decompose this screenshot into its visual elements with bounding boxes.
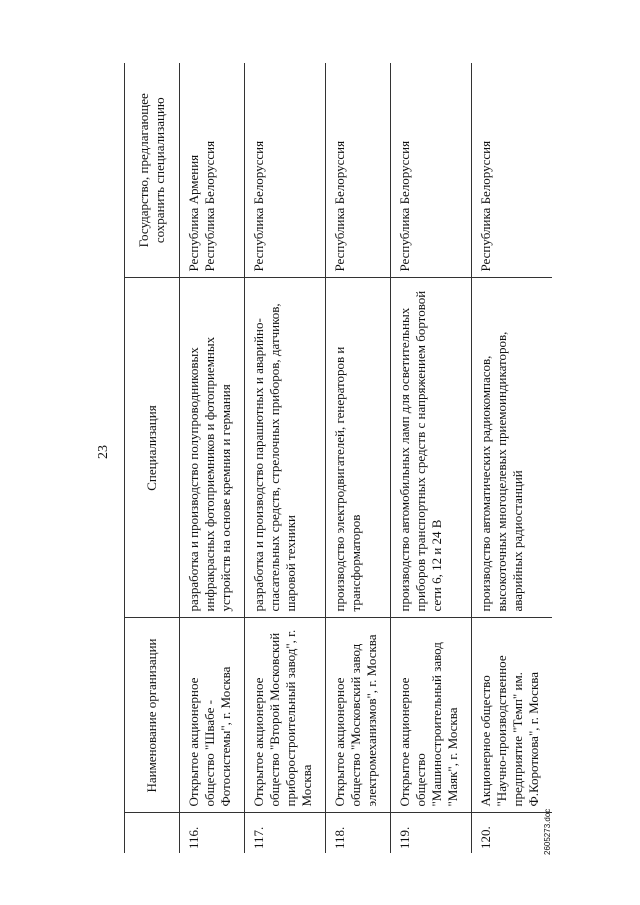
page-number: 23 bbox=[96, 445, 111, 459]
header-specialization: Специализация bbox=[125, 278, 180, 618]
header-state: Государство, предлагающее сохранить специализацию bbox=[125, 63, 180, 278]
row-organization: Акционерное общество "Научно-производственное предприятие "Темп" им. Ф.Короткова", г. Москва bbox=[472, 618, 553, 813]
row-number: 116. bbox=[186, 826, 201, 849]
row-specialization: производство автоматических радиокомпасов, высокоточных многоцелевых приемоиндикаторов, аварийных радиостанций bbox=[472, 278, 553, 618]
row-organization: Открытое акционерное общество "Швабе - Фотосистемы", г. Москва bbox=[180, 618, 245, 813]
state-name: Республика Белоруссия bbox=[397, 140, 412, 272]
table-row bbox=[245, 63, 326, 853]
document-reference: 2605273.doc bbox=[543, 808, 552, 855]
header-number bbox=[125, 813, 180, 853]
document-page bbox=[86, 31, 554, 873]
table-row bbox=[472, 63, 553, 853]
row-specialization: разработка и производство полупроводниковых инфракрасных фотоприемников и фотоприемных устройств на основе кремния и германия bbox=[180, 278, 245, 618]
row-number: 117. bbox=[245, 813, 326, 853]
row-organization: Открытое акционерное общество "Второй Московский приборостроительный завод", г. Москва bbox=[245, 618, 326, 813]
row-specialization: производство автомобильных ламп для осветительных приборов транспортных средств с напряжением бортовой сети 6, 12 и 24 В bbox=[391, 278, 472, 618]
row-number: 120. bbox=[472, 813, 553, 853]
row-state bbox=[326, 63, 391, 278]
row-number: 118. bbox=[326, 813, 391, 853]
row-state bbox=[391, 63, 472, 278]
state-name: Республика Белоруссия bbox=[478, 140, 493, 272]
state-name: Республика Белоруссия bbox=[251, 140, 266, 272]
row-organization: Открытое акционерное общество "Машиностроительный завод "Маяк", г. Москва bbox=[391, 618, 472, 813]
row-organization: Открытое акционерное общество "Московский завод электромеханизмов", г. Москва bbox=[326, 618, 391, 813]
table-row bbox=[180, 63, 245, 853]
row-state bbox=[245, 63, 326, 278]
state-name: Республика Белоруссия bbox=[202, 140, 217, 272]
table-header-row bbox=[125, 63, 180, 853]
state-name: Республика Белоруссия bbox=[332, 140, 347, 272]
state-name: Республика Армения bbox=[186, 154, 201, 272]
row-number: 119. bbox=[391, 813, 472, 853]
header-organization: Наименование организации bbox=[125, 618, 180, 813]
row-specialization: разработка и производство парашютных и аварийно-спасательных средств, стрелочных приборов, датчиков, шаровой техники bbox=[245, 278, 326, 618]
table-row bbox=[326, 63, 391, 853]
table-row bbox=[391, 63, 472, 853]
organizations-table bbox=[124, 63, 552, 853]
row-state bbox=[472, 63, 553, 278]
row-specialization: производство электродвигателей, генераторов и трансформаторов bbox=[326, 278, 391, 618]
row-state bbox=[180, 63, 245, 278]
